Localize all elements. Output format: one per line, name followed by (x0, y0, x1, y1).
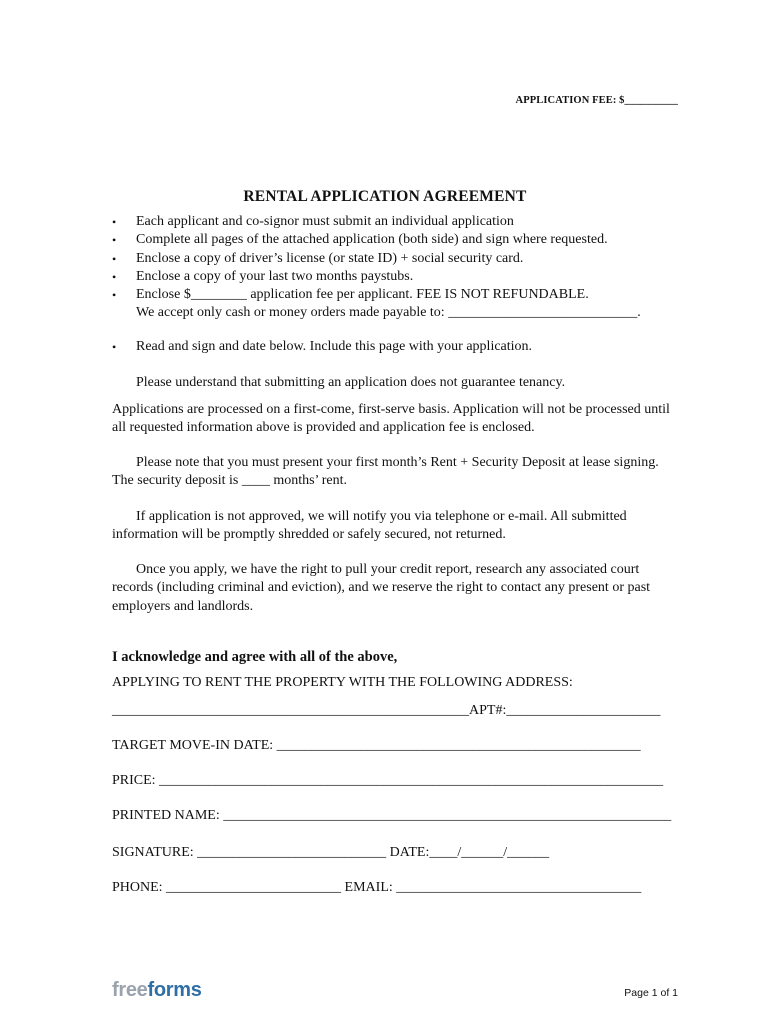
bullet-icon: • (112, 215, 117, 229)
approval-paragraph: If application is not approved, we will notify you via telephone or e-mail. All submitted information will be promptly shredded or safely secured, not returned. (112, 509, 627, 543)
list-item-text: Enclose a copy of driver’s license (or state ID) + social security card. (136, 250, 524, 266)
list-item-text: We accept only cash or money orders made payable to: ___________________________. (136, 305, 641, 321)
requirements-list (112, 213, 692, 323)
bullet-icon: • (112, 251, 117, 266)
list-item (112, 250, 692, 268)
list-item (112, 286, 692, 304)
logo-forms-text: forms (147, 979, 202, 1001)
printed-name-field[interactable]: PRINTED NAME: ________________________________________________________________ (112, 808, 672, 823)
list-item-text: Each applicant and co-signor must submit an individual application (136, 214, 514, 229)
move-in-date-field[interactable]: TARGET MOVE-IN DATE: ____________________________________________________ (112, 738, 641, 753)
list-item-text: Enclose $________ application fee per applicant. FEE IS NOT REFUNDABLE. (136, 287, 589, 303)
tenancy-disclaimer: Please understand that submitting an application does not guarantee tenancy. (136, 375, 566, 390)
deposit-paragraph: Please note that you must present your first month’s Rent + Security Deposit at lease signing. The security deposit is ____ months’ rent. (112, 455, 659, 489)
read-and-sign-text: Read and sign and date below. Include this page with your application. (136, 339, 533, 354)
bullet-icon: • (112, 288, 117, 303)
processing-paragraph: Applications are processed on a first-come, first-serve basis. Application will not be processed until all requested information above is provided and application fee is enclosed. (112, 402, 670, 436)
acknowledgement-heading: I acknowledge and agree with all of the above, (112, 649, 398, 665)
price-field[interactable]: PRICE: ________________________________________________________________________ (112, 773, 664, 788)
signature-date-field[interactable]: SIGNATURE: ___________________________ DATE:____/______/______ (112, 845, 550, 860)
bullet-icon: • (112, 340, 117, 354)
read-and-sign-item (112, 338, 692, 356)
logo-free-text: free (112, 979, 148, 1001)
freeforms-logo (112, 979, 202, 1002)
document-title (0, 188, 770, 206)
document-title-text: RENTAL APPLICATION AGREEMENT (243, 188, 527, 205)
application-fee-line: APPLICATION FEE: $__________ (515, 95, 678, 106)
address-field[interactable]: ___________________________________________________APT#:______________________ (112, 703, 661, 718)
phone-email-field[interactable]: PHONE: _________________________ EMAIL: ___________________________________ (112, 880, 642, 895)
list-item-text: Enclose a copy of your last two months paystubs. (136, 268, 414, 284)
bullet-icon: • (112, 233, 117, 248)
property-address-label: APPLYING TO RENT THE PROPERTY WITH THE FOLLOWING ADDRESS: (112, 675, 573, 690)
list-item (112, 213, 692, 231)
credit-check-paragraph: Once you apply, we have the right to pull your credit report, research any associated court records (including criminal and eviction), and we reserve the right to contact any present or past employers and landlords. (112, 562, 651, 614)
list-item (112, 268, 692, 286)
list-item-continuation (112, 304, 692, 322)
list-item (112, 231, 692, 249)
list-item-text: Complete all pages of the attached application (both side) and sign where requested. (136, 232, 608, 248)
page-number: Page 1 of 1 (624, 987, 678, 999)
bullet-icon: • (112, 269, 117, 284)
